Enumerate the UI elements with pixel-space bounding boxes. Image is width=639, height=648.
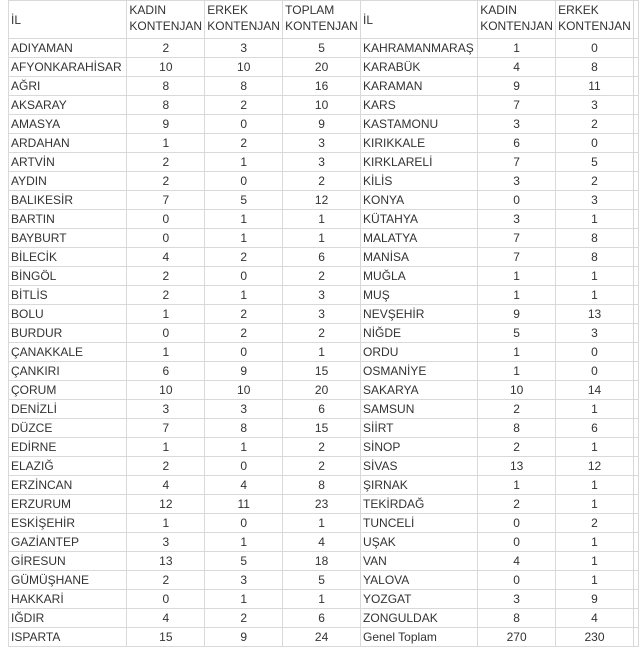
cell-kadin: 2 [127, 286, 205, 305]
cell-kadin-2: 1 [478, 362, 556, 381]
cell-erkek-2: 1 [556, 533, 634, 552]
cell-kadin: 8 [127, 96, 205, 115]
cell-kadin: 1 [127, 305, 205, 324]
table-row [9, 286, 639, 305]
cell-kadin-2: 8 [478, 609, 556, 628]
cell-erkek: 1 [205, 286, 283, 305]
cell-il: EDİRNE [9, 438, 127, 457]
cell-il-2: KIRIKKALE [361, 134, 478, 153]
cell-erkek: 0 [205, 457, 283, 476]
table-row [9, 571, 639, 590]
cell-toplam: 16 [283, 77, 361, 96]
cell-erkek: 9 [205, 628, 283, 647]
cell-kadin: 10 [127, 58, 205, 77]
cell-erkek: 3 [205, 39, 283, 58]
cell-erkek: 0 [205, 343, 283, 362]
cell-il-2: KİLİS [361, 172, 478, 191]
cell-kadin: 2 [127, 39, 205, 58]
cell-il: BİNGÖL [9, 267, 127, 286]
cell-kadin: 2 [127, 172, 205, 191]
cell-il: ESKİŞEHİR [9, 514, 127, 533]
header-row [9, 1, 639, 39]
cell-toplam: 1 [283, 229, 361, 248]
cell-toplam: 20 [283, 58, 361, 77]
cell-toplam: 23 [283, 495, 361, 514]
cell-kadin-2: 7 [478, 229, 556, 248]
cell-erkek-2: 1 [556, 286, 634, 305]
cell-toplam: 1 [283, 210, 361, 229]
table-row [9, 343, 639, 362]
cell-erkek: 2 [205, 324, 283, 343]
cell-kadin-2: 1 [478, 476, 556, 495]
cell-erkek: 5 [205, 191, 283, 210]
cell-kadin: 0 [127, 210, 205, 229]
table-edge [633, 248, 638, 267]
cell-il: ÇANKIRI [9, 362, 127, 381]
table-row [9, 457, 639, 476]
cell-erkek: 1 [205, 590, 283, 609]
cell-erkek: 0 [205, 267, 283, 286]
cell-kadin-2: 3 [478, 172, 556, 191]
cell-il: ÇANAKKALE [9, 343, 127, 362]
table-row [9, 77, 639, 96]
cell-kadin: 1 [127, 134, 205, 153]
cell-kadin-2: 7 [478, 96, 556, 115]
table-edge [633, 628, 638, 647]
cell-kadin: 0 [127, 229, 205, 248]
cell-toplam: 2 [283, 457, 361, 476]
cell-toplam: 24 [283, 628, 361, 647]
cell-il-2: MUŞ [361, 286, 478, 305]
cell-il-2: TEKİRDAĞ [361, 495, 478, 514]
table-edge [633, 324, 638, 343]
cell-erkek: 2 [205, 305, 283, 324]
table-row [9, 58, 639, 77]
cell-kadin-2: 2 [478, 495, 556, 514]
cell-il: ADIYAMAN [9, 39, 127, 58]
table-edge [633, 533, 638, 552]
cell-il-2: MALATYA [361, 229, 478, 248]
table-edge [633, 96, 638, 115]
cell-kadin: 2 [127, 153, 205, 172]
cell-kadin-2: 0 [478, 533, 556, 552]
table-row [9, 324, 639, 343]
table-edge [633, 305, 638, 324]
cell-il-2: TUNCELİ [361, 514, 478, 533]
cell-kadin: 2 [127, 571, 205, 590]
cell-kadin-2: 0 [478, 191, 556, 210]
cell-il-2: YALOVA [361, 571, 478, 590]
cell-erkek-2: 230 [556, 628, 634, 647]
table-edge [633, 476, 638, 495]
table-row [9, 267, 639, 286]
cell-erkek-2: 2 [556, 172, 634, 191]
cell-kadin-2: 3 [478, 115, 556, 134]
header-erkek-2: ERKEK KONTENJAN [556, 1, 634, 39]
cell-kadin: 0 [127, 590, 205, 609]
cell-erkek: 3 [205, 571, 283, 590]
table-row [9, 476, 639, 495]
cell-il-2: OSMANİYE [361, 362, 478, 381]
cell-il: IĞDIR [9, 609, 127, 628]
cell-toplam: 8 [283, 476, 361, 495]
cell-kadin: 6 [127, 362, 205, 381]
table-edge [633, 39, 638, 58]
cell-erkek-2: 8 [556, 58, 634, 77]
cell-il: ELAZIĞ [9, 457, 127, 476]
cell-kadin-2: 2 [478, 400, 556, 419]
cell-erkek: 1 [205, 533, 283, 552]
table-row [9, 419, 639, 438]
header-kadin-2: KADIN KONTENJAN [478, 1, 556, 39]
cell-il-2: SİVAS [361, 457, 478, 476]
cell-il-2: MUĞLA [361, 267, 478, 286]
table-edge [633, 134, 638, 153]
cell-toplam: 2 [283, 267, 361, 286]
cell-il-2: ZONGULDAK [361, 609, 478, 628]
cell-erkek-2: 0 [556, 134, 634, 153]
cell-toplam: 12 [283, 191, 361, 210]
table-row [9, 381, 639, 400]
cell-kadin: 8 [127, 77, 205, 96]
cell-kadin: 9 [127, 115, 205, 134]
cell-erkek: 11 [205, 495, 283, 514]
cell-toplam: 20 [283, 381, 361, 400]
cell-kadin-2: 4 [478, 58, 556, 77]
cell-il-2: ORDU [361, 343, 478, 362]
cell-kadin-2: 270 [478, 628, 556, 647]
cell-kadin: 4 [127, 248, 205, 267]
cell-erkek-2: 2 [556, 514, 634, 533]
header-erkek: ERKEK KONTENJAN [205, 1, 283, 39]
cell-erkek-2: 13 [556, 305, 634, 324]
cell-erkek-2: 8 [556, 229, 634, 248]
cell-il: GİRESUN [9, 552, 127, 571]
cell-kadin-2: 5 [478, 324, 556, 343]
cell-kadin-2: 9 [478, 305, 556, 324]
cell-il-2: Genel Toplam [361, 628, 478, 647]
table-edge [633, 571, 638, 590]
cell-kadin: 7 [127, 191, 205, 210]
table-edge [633, 286, 638, 305]
header-il-2: İL [361, 1, 478, 39]
cell-il: DÜZCE [9, 419, 127, 438]
kontenjan-table [8, 0, 639, 647]
cell-toplam: 5 [283, 571, 361, 590]
cell-kadin: 4 [127, 609, 205, 628]
cell-toplam: 15 [283, 362, 361, 381]
table-row [9, 210, 639, 229]
cell-erkek-2: 3 [556, 96, 634, 115]
cell-il: AMASYA [9, 115, 127, 134]
cell-kadin: 1 [127, 438, 205, 457]
cell-kadin-2: 8 [478, 419, 556, 438]
cell-kadin: 10 [127, 381, 205, 400]
cell-il: GAZİANTEP [9, 533, 127, 552]
table-edge [633, 590, 638, 609]
cell-erkek: 2 [205, 134, 283, 153]
table-row [9, 134, 639, 153]
cell-kadin-2: 13 [478, 457, 556, 476]
cell-il-2: KÜTAHYA [361, 210, 478, 229]
table-row [9, 229, 639, 248]
cell-il: ARTVİN [9, 153, 127, 172]
cell-erkek-2: 8 [556, 248, 634, 267]
cell-erkek-2: 3 [556, 191, 634, 210]
table-edge [633, 552, 638, 571]
table-edge [633, 229, 638, 248]
table-row [9, 400, 639, 419]
cell-kadin-2: 9 [478, 77, 556, 96]
table-row [9, 552, 639, 571]
cell-il: BİLECİK [9, 248, 127, 267]
cell-erkek: 10 [205, 58, 283, 77]
cell-kadin-2: 1 [478, 286, 556, 305]
cell-erkek: 3 [205, 400, 283, 419]
table-edge [633, 77, 638, 96]
table-edge [633, 115, 638, 134]
cell-toplam: 2 [283, 324, 361, 343]
cell-kadin: 3 [127, 400, 205, 419]
cell-erkek: 10 [205, 381, 283, 400]
cell-il-2: KARAMAN [361, 77, 478, 96]
cell-erkek-2: 6 [556, 419, 634, 438]
table-edge [633, 191, 638, 210]
cell-erkek-2: 1 [556, 400, 634, 419]
cell-erkek-2: 1 [556, 438, 634, 457]
cell-toplam: 6 [283, 248, 361, 267]
cell-toplam: 10 [283, 96, 361, 115]
cell-erkek-2: 9 [556, 590, 634, 609]
cell-il-2: KAHRAMANMARAŞ [361, 39, 478, 58]
cell-toplam: 3 [283, 305, 361, 324]
table-row [9, 362, 639, 381]
cell-erkek-2: 12 [556, 457, 634, 476]
cell-erkek-2: 0 [556, 343, 634, 362]
cell-erkek: 1 [205, 210, 283, 229]
table-edge [633, 514, 638, 533]
table-edge [633, 419, 638, 438]
table-edge [633, 362, 638, 381]
cell-kadin-2: 2 [478, 438, 556, 457]
cell-il-2: SAKARYA [361, 381, 478, 400]
cell-kadin-2: 1 [478, 267, 556, 286]
cell-il: ARDAHAN [9, 134, 127, 153]
cell-il-2: NİĞDE [361, 324, 478, 343]
cell-toplam: 5 [283, 39, 361, 58]
cell-erkek-2: 0 [556, 362, 634, 381]
table-edge [633, 438, 638, 457]
cell-kadin-2: 6 [478, 134, 556, 153]
cell-kadin: 1 [127, 343, 205, 362]
cell-kadin-2: 7 [478, 153, 556, 172]
table-row [9, 438, 639, 457]
cell-kadin: 7 [127, 419, 205, 438]
cell-il-2: KIRKLARELİ [361, 153, 478, 172]
cell-erkek-2: 11 [556, 77, 634, 96]
cell-kadin-2: 3 [478, 210, 556, 229]
cell-erkek-2: 1 [556, 495, 634, 514]
cell-kadin-2: 1 [478, 39, 556, 58]
cell-il: BALIKESİR [9, 191, 127, 210]
cell-kadin-2: 0 [478, 571, 556, 590]
cell-il-2: SAMSUN [361, 400, 478, 419]
cell-toplam: 2 [283, 438, 361, 457]
cell-kadin: 2 [127, 267, 205, 286]
cell-toplam: 6 [283, 609, 361, 628]
cell-il: AFYONKARAHİSAR [9, 58, 127, 77]
cell-erkek: 0 [205, 172, 283, 191]
table-edge [633, 267, 638, 286]
cell-kadin-2: 0 [478, 514, 556, 533]
cell-il-2: KASTAMONU [361, 115, 478, 134]
cell-il: BOLU [9, 305, 127, 324]
cell-erkek: 0 [205, 514, 283, 533]
cell-kadin-2: 7 [478, 248, 556, 267]
cell-il: AĞRI [9, 77, 127, 96]
cell-il: HAKKARİ [9, 590, 127, 609]
table-row [9, 191, 639, 210]
table-edge [633, 172, 638, 191]
cell-toplam: 1 [283, 590, 361, 609]
cell-il: ÇORUM [9, 381, 127, 400]
cell-il: ERZURUM [9, 495, 127, 514]
table-row [9, 590, 639, 609]
cell-erkek: 1 [205, 229, 283, 248]
cell-erkek-2: 3 [556, 324, 634, 343]
cell-erkek-2: 1 [556, 552, 634, 571]
cell-il-2: YOZGAT [361, 590, 478, 609]
cell-toplam: 3 [283, 153, 361, 172]
table-edge [633, 381, 638, 400]
cell-il: BURDUR [9, 324, 127, 343]
cell-erkek: 0 [205, 115, 283, 134]
cell-toplam: 3 [283, 286, 361, 305]
cell-erkek: 1 [205, 438, 283, 457]
cell-il-2: KONYA [361, 191, 478, 210]
cell-kadin: 0 [127, 324, 205, 343]
table-edge [633, 457, 638, 476]
table-row [9, 305, 639, 324]
cell-toplam: 9 [283, 115, 361, 134]
cell-il-2: SİİRT [361, 419, 478, 438]
cell-erkek-2: 1 [556, 267, 634, 286]
table-row [9, 628, 639, 647]
cell-erkek: 2 [205, 96, 283, 115]
cell-erkek: 5 [205, 552, 283, 571]
cell-erkek-2: 2 [556, 115, 634, 134]
cell-erkek: 8 [205, 77, 283, 96]
cell-toplam: 6 [283, 400, 361, 419]
cell-il-2: SİNOP [361, 438, 478, 457]
table-edge [633, 400, 638, 419]
table-edge [633, 495, 638, 514]
header-toplam: TOPLAM KONTENJAN [283, 1, 361, 39]
cell-il: ISPARTA [9, 628, 127, 647]
table-row [9, 495, 639, 514]
table-edge [633, 343, 638, 362]
table-row [9, 248, 639, 267]
cell-il-2: VAN [361, 552, 478, 571]
table-row [9, 39, 639, 58]
cell-erkek-2: 4 [556, 609, 634, 628]
cell-kadin-2: 4 [478, 552, 556, 571]
cell-kadin: 2 [127, 457, 205, 476]
cell-il-2: KARS [361, 96, 478, 115]
cell-kadin-2: 1 [478, 343, 556, 362]
table-row [9, 153, 639, 172]
table-edge [633, 210, 638, 229]
cell-erkek-2: 5 [556, 153, 634, 172]
cell-toplam: 1 [283, 343, 361, 362]
cell-il-2: MANİSA [361, 248, 478, 267]
cell-kadin: 13 [127, 552, 205, 571]
cell-il: AKSARAY [9, 96, 127, 115]
cell-il: GÜMÜŞHANE [9, 571, 127, 590]
cell-kadin: 1 [127, 514, 205, 533]
cell-erkek: 2 [205, 609, 283, 628]
cell-kadin-2: 3 [478, 590, 556, 609]
cell-erkek: 2 [205, 248, 283, 267]
cell-erkek-2: 1 [556, 571, 634, 590]
table-edge [633, 609, 638, 628]
cell-il: ERZİNCAN [9, 476, 127, 495]
cell-erkek-2: 1 [556, 476, 634, 495]
table-row [9, 115, 639, 134]
table-row [9, 609, 639, 628]
cell-erkek: 1 [205, 153, 283, 172]
cell-erkek: 4 [205, 476, 283, 495]
cell-il: BİTLİS [9, 286, 127, 305]
table-edge [633, 1, 638, 39]
cell-il: AYDIN [9, 172, 127, 191]
cell-il-2: KARABÜK [361, 58, 478, 77]
cell-toplam: 1 [283, 514, 361, 533]
cell-toplam: 4 [283, 533, 361, 552]
table-row [9, 172, 639, 191]
cell-kadin: 3 [127, 533, 205, 552]
cell-il-2: NEVŞEHİR [361, 305, 478, 324]
cell-toplam: 3 [283, 134, 361, 153]
cell-erkek-2: 14 [556, 381, 634, 400]
cell-toplam: 15 [283, 419, 361, 438]
cell-kadin-2: 10 [478, 381, 556, 400]
cell-kadin: 15 [127, 628, 205, 647]
cell-il: BARTIN [9, 210, 127, 229]
cell-erkek-2: 0 [556, 39, 634, 58]
table-row [9, 96, 639, 115]
table-edge [633, 153, 638, 172]
cell-erkek: 9 [205, 362, 283, 381]
header-kadin: KADIN KONTENJAN [127, 1, 205, 39]
cell-erkek-2: 1 [556, 210, 634, 229]
cell-il: DENİZLİ [9, 400, 127, 419]
cell-kadin: 12 [127, 495, 205, 514]
table-row [9, 514, 639, 533]
cell-erkek: 8 [205, 419, 283, 438]
cell-toplam: 2 [283, 172, 361, 191]
table-edge [633, 58, 638, 77]
cell-toplam: 18 [283, 552, 361, 571]
cell-il: BAYBURT [9, 229, 127, 248]
table-row [9, 533, 639, 552]
cell-il-2: ŞIRNAK [361, 476, 478, 495]
cell-il-2: UŞAK [361, 533, 478, 552]
header-il: İL [9, 1, 127, 39]
cell-kadin: 4 [127, 476, 205, 495]
